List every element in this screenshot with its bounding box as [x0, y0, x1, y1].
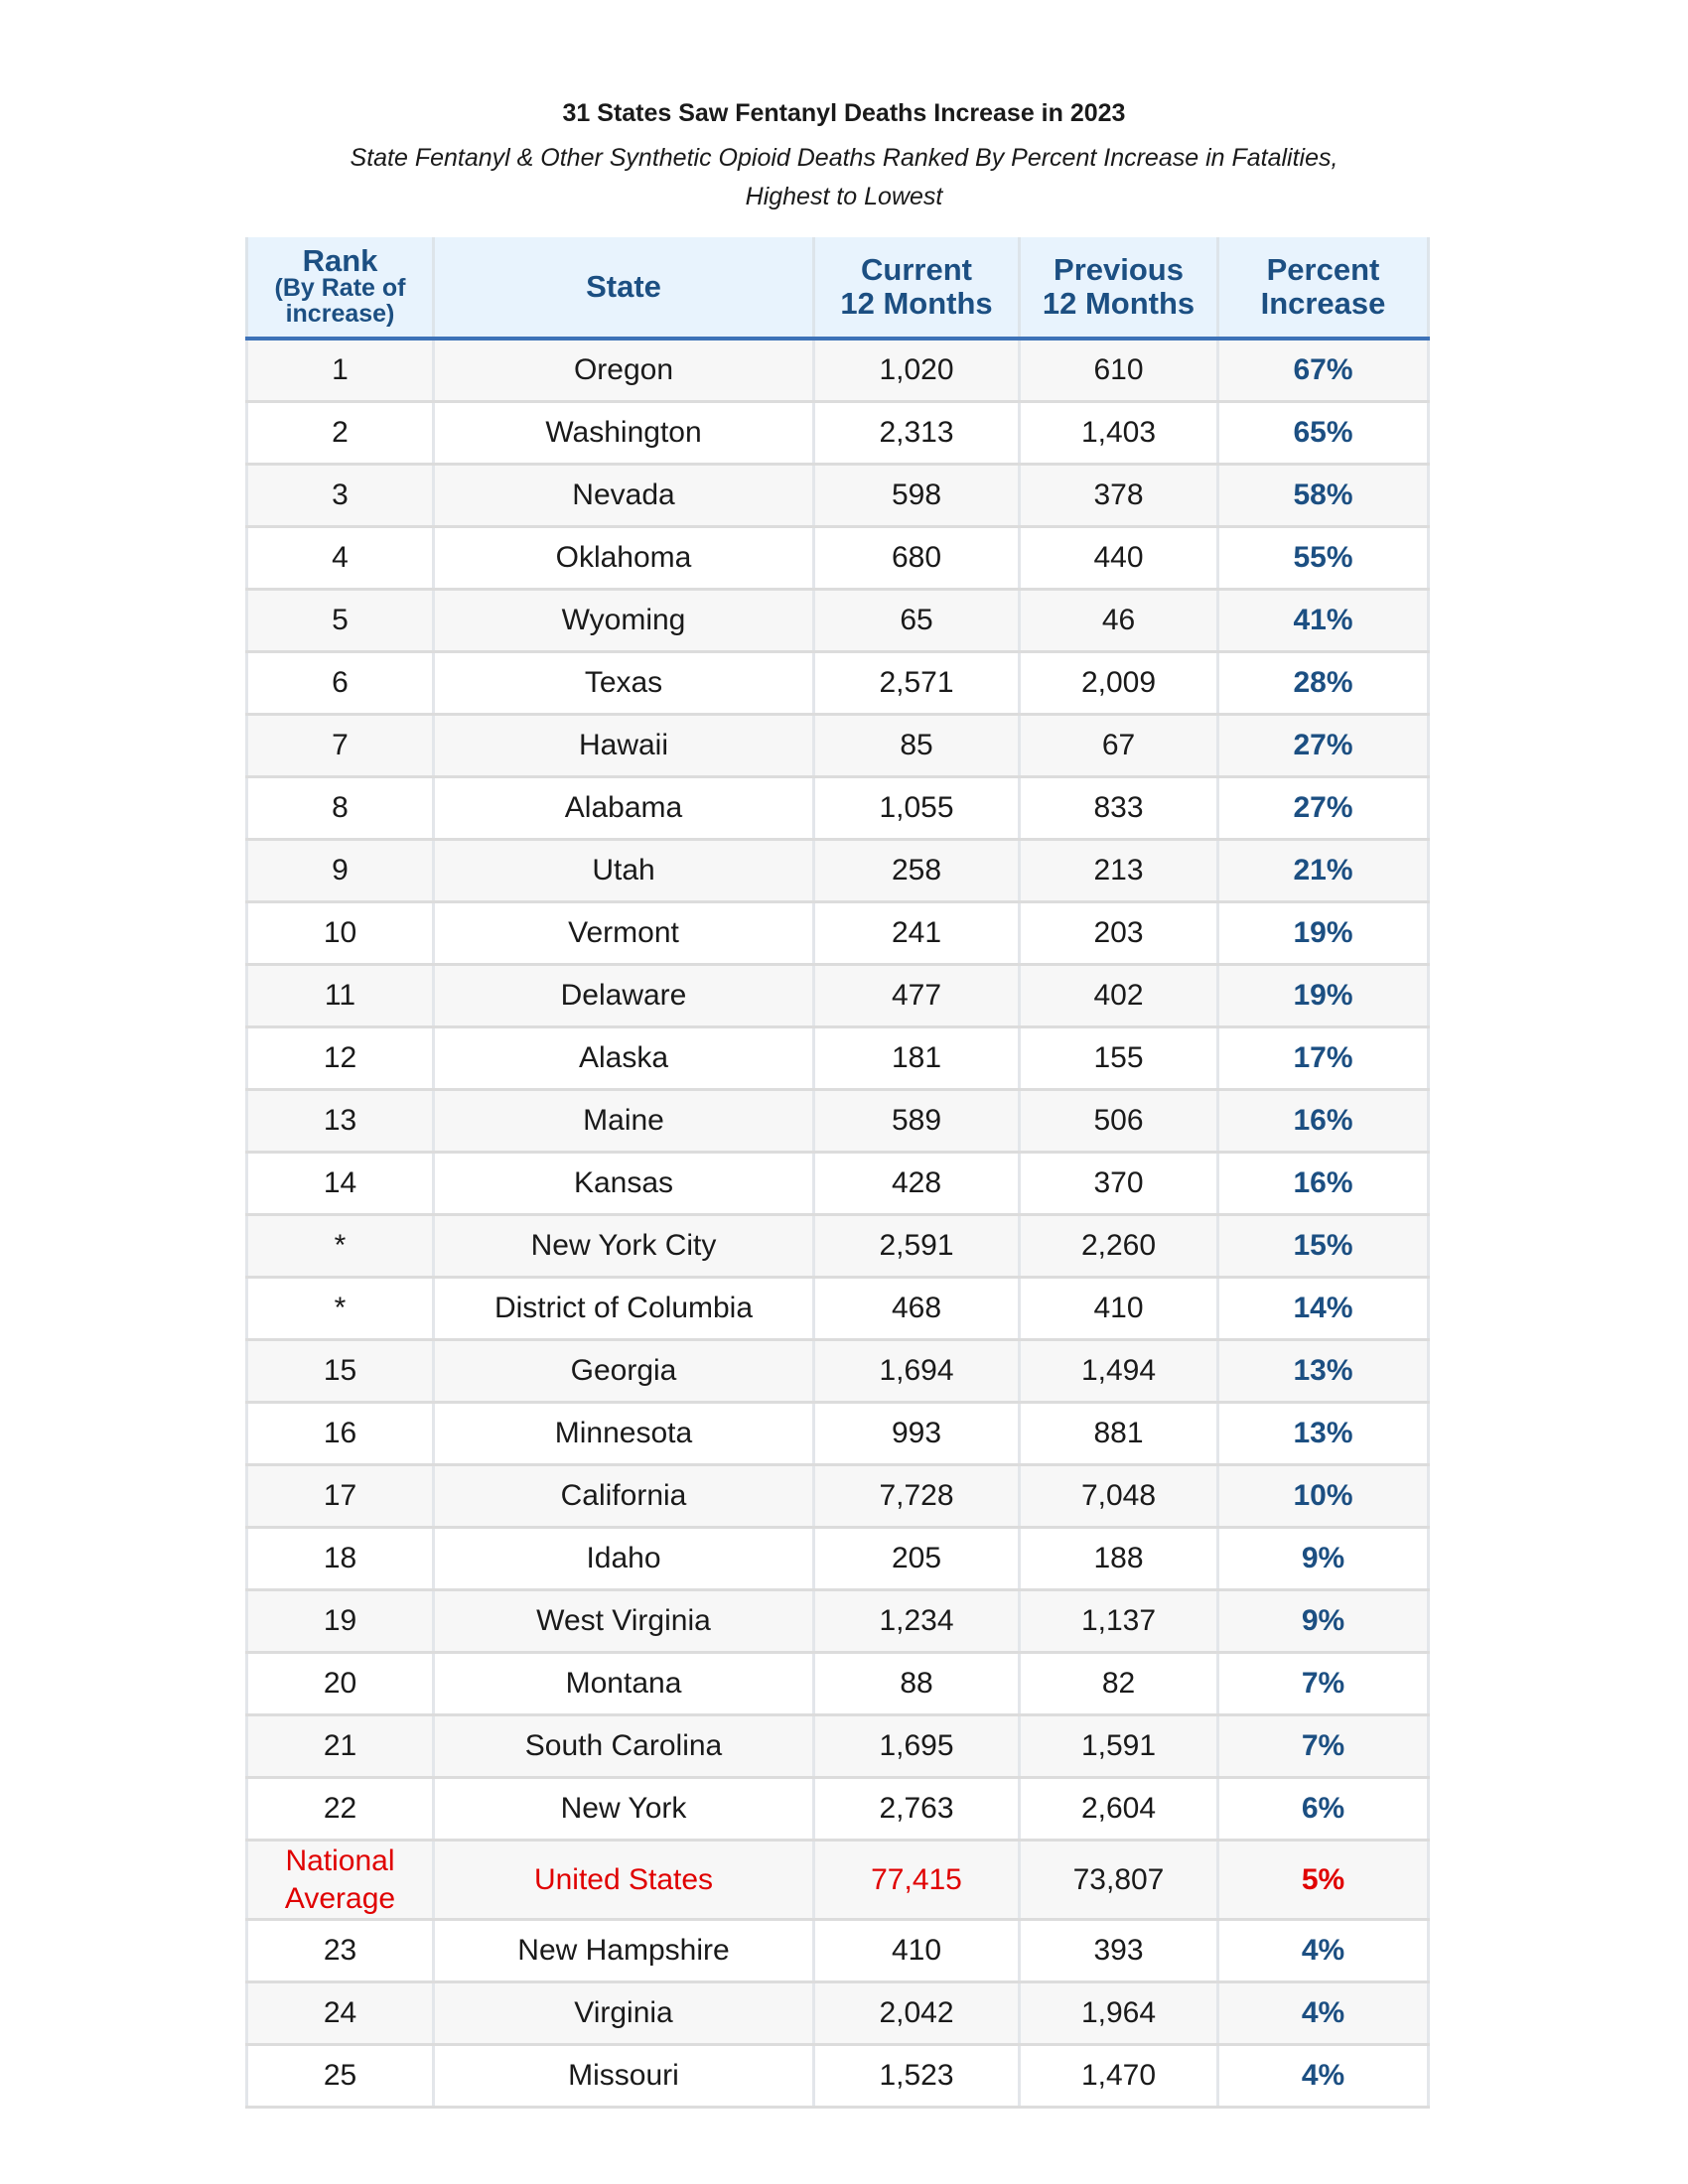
- header-percent-line1: Percent: [1266, 252, 1380, 287]
- table-row: [247, 1153, 1429, 1215]
- current-cell: 2,313: [814, 402, 1020, 465]
- header-percent: [1218, 237, 1429, 339]
- rank-cell: 3: [247, 465, 434, 527]
- previous-cell: 188: [1020, 1528, 1218, 1590]
- header-rank-sub2: increase): [285, 300, 395, 328]
- current-cell: 65: [814, 590, 1020, 652]
- table-row: [247, 402, 1429, 465]
- rank-cell: 17: [247, 1465, 434, 1528]
- percent-cell: 14%: [1218, 1278, 1429, 1340]
- state-cell: Maine: [434, 1090, 814, 1153]
- state-cell: United States: [434, 1841, 814, 1920]
- previous-cell: 393: [1020, 1920, 1218, 1982]
- current-cell: 993: [814, 1403, 1020, 1465]
- previous-cell: 370: [1020, 1153, 1218, 1215]
- table-row: [247, 840, 1429, 902]
- state-cell: Virginia: [434, 1982, 814, 2045]
- previous-cell: 2,604: [1020, 1778, 1218, 1841]
- previous-cell: 1,964: [1020, 1982, 1218, 2045]
- rank-cell: 6: [247, 652, 434, 715]
- current-cell: 589: [814, 1090, 1020, 1153]
- table-row: [247, 339, 1429, 402]
- state-cell: Washington: [434, 402, 814, 465]
- rank-cell: 21: [247, 1715, 434, 1778]
- table-row: [247, 1027, 1429, 1090]
- table-row: [247, 1465, 1429, 1528]
- state-cell: Alabama: [434, 777, 814, 840]
- percent-cell: 19%: [1218, 965, 1429, 1027]
- previous-cell: 203: [1020, 902, 1218, 965]
- percent-cell: 17%: [1218, 1027, 1429, 1090]
- state-cell: New Hampshire: [434, 1920, 814, 1982]
- previous-cell: 2,009: [1020, 652, 1218, 715]
- percent-cell: 16%: [1218, 1090, 1429, 1153]
- previous-cell: 378: [1020, 465, 1218, 527]
- rank-cell: 12: [247, 1027, 434, 1090]
- percent-cell: 4%: [1218, 1982, 1429, 2045]
- table-row: [247, 902, 1429, 965]
- state-cell: New York City: [434, 1215, 814, 1278]
- current-cell: 205: [814, 1528, 1020, 1590]
- previous-cell: 506: [1020, 1090, 1218, 1153]
- state-cell: West Virginia: [434, 1590, 814, 1653]
- current-cell: 2,571: [814, 652, 1020, 715]
- state-cell: Vermont: [434, 902, 814, 965]
- previous-cell: 1,591: [1020, 1715, 1218, 1778]
- current-cell: 181: [814, 1027, 1020, 1090]
- table-row: [247, 1215, 1429, 1278]
- rank-cell: 8: [247, 777, 434, 840]
- table-row: [247, 465, 1429, 527]
- table-row: [247, 1715, 1429, 1778]
- rank-cell: 23: [247, 1920, 434, 1982]
- current-cell: 1,055: [814, 777, 1020, 840]
- table-row: [247, 1403, 1429, 1465]
- table-row: [247, 1982, 1429, 2045]
- table-row: [247, 1340, 1429, 1403]
- previous-cell: 1,403: [1020, 402, 1218, 465]
- current-cell: 1,234: [814, 1590, 1020, 1653]
- percent-cell: 4%: [1218, 1920, 1429, 1982]
- state-cell: Montana: [434, 1653, 814, 1715]
- header-previous-line2: 12 Months: [1042, 286, 1196, 321]
- percent-cell: 13%: [1218, 1403, 1429, 1465]
- table-row: [247, 652, 1429, 715]
- previous-cell: 833: [1020, 777, 1218, 840]
- rank-cell: 11: [247, 965, 434, 1027]
- state-cell: District of Columbia: [434, 1278, 814, 1340]
- table-row: [247, 777, 1429, 840]
- current-cell: 598: [814, 465, 1020, 527]
- state-cell: Texas: [434, 652, 814, 715]
- table-row: [247, 1528, 1429, 1590]
- table-header-row: [247, 237, 1429, 339]
- header-current: [814, 237, 1020, 339]
- rank-cell: 7: [247, 715, 434, 777]
- table-row: [247, 590, 1429, 652]
- table-row: [247, 1278, 1429, 1340]
- previous-cell: 82: [1020, 1653, 1218, 1715]
- current-cell: 477: [814, 965, 1020, 1027]
- table-row: [247, 2045, 1429, 2108]
- table-row: [247, 1778, 1429, 1841]
- percent-cell: 28%: [1218, 652, 1429, 715]
- state-cell: Georgia: [434, 1340, 814, 1403]
- state-cell: Alaska: [434, 1027, 814, 1090]
- percent-cell: 27%: [1218, 715, 1429, 777]
- previous-cell: 402: [1020, 965, 1218, 1027]
- percent-cell: 9%: [1218, 1528, 1429, 1590]
- rank-cell: 9: [247, 840, 434, 902]
- page-title: 31 States Saw Fentanyl Deaths Increase in 2023: [562, 99, 1126, 127]
- percent-cell: 7%: [1218, 1653, 1429, 1715]
- header-current-line1: Current: [861, 252, 972, 287]
- rank-cell: 10: [247, 902, 434, 965]
- current-cell: 85: [814, 715, 1020, 777]
- percent-cell: 7%: [1218, 1715, 1429, 1778]
- previous-cell: 155: [1020, 1027, 1218, 1090]
- rank-cell: 4: [247, 527, 434, 590]
- rank-cell: *: [247, 1215, 434, 1278]
- previous-cell: 1,494: [1020, 1340, 1218, 1403]
- rank-cell: 13: [247, 1090, 434, 1153]
- current-cell: 1,695: [814, 1715, 1020, 1778]
- percent-cell: 58%: [1218, 465, 1429, 527]
- previous-cell: 1,470: [1020, 2045, 1218, 2108]
- header-rank-label: Rank: [302, 243, 378, 278]
- header-previous-line1: Previous: [1054, 252, 1184, 287]
- current-cell: 2,591: [814, 1215, 1020, 1278]
- state-cell: Idaho: [434, 1528, 814, 1590]
- rank-cell: 18: [247, 1528, 434, 1590]
- state-cell: Oklahoma: [434, 527, 814, 590]
- state-cell: Delaware: [434, 965, 814, 1027]
- rank-cell: 20: [247, 1653, 434, 1715]
- percent-cell: 4%: [1218, 2045, 1429, 2108]
- state-cell: Hawaii: [434, 715, 814, 777]
- rank-cell: 16: [247, 1403, 434, 1465]
- rank-cell: 24: [247, 1982, 434, 2045]
- current-cell: 7,728: [814, 1465, 1020, 1528]
- percent-cell: 9%: [1218, 1590, 1429, 1653]
- previous-cell: 410: [1020, 1278, 1218, 1340]
- state-cell: South Carolina: [434, 1715, 814, 1778]
- percent-cell: 15%: [1218, 1215, 1429, 1278]
- previous-cell: 1,137: [1020, 1590, 1218, 1653]
- previous-cell: 440: [1020, 527, 1218, 590]
- previous-cell: 610: [1020, 339, 1218, 402]
- previous-cell: 67: [1020, 715, 1218, 777]
- state-cell: Missouri: [434, 2045, 814, 2108]
- rank-cell: 1: [247, 339, 434, 402]
- percent-cell: 55%: [1218, 527, 1429, 590]
- header-state: State: [434, 237, 814, 339]
- state-cell: California: [434, 1465, 814, 1528]
- rank-cell: National Average: [247, 1841, 434, 1920]
- current-cell: 2,763: [814, 1778, 1020, 1841]
- state-cell: Minnesota: [434, 1403, 814, 1465]
- previous-cell: 73,807: [1020, 1841, 1218, 1920]
- table-row: [247, 527, 1429, 590]
- percent-cell: 67%: [1218, 339, 1429, 402]
- state-cell: Oregon: [434, 339, 814, 402]
- header-current-line2: 12 Months: [840, 286, 993, 321]
- table-row: [247, 715, 1429, 777]
- rank-cell: 14: [247, 1153, 434, 1215]
- rank-cell: 22: [247, 1778, 434, 1841]
- table-row: [247, 965, 1429, 1027]
- state-cell: Wyoming: [434, 590, 814, 652]
- current-cell: 410: [814, 1920, 1020, 1982]
- current-cell: 1,523: [814, 2045, 1020, 2108]
- rank-cell: 19: [247, 1590, 434, 1653]
- header-previous: [1020, 237, 1218, 339]
- previous-cell: 2,260: [1020, 1215, 1218, 1278]
- percent-cell: 21%: [1218, 840, 1429, 902]
- state-cell: Nevada: [434, 465, 814, 527]
- national-average-row: [247, 1841, 1429, 1920]
- previous-cell: 46: [1020, 590, 1218, 652]
- state-cell: Utah: [434, 840, 814, 902]
- fentanyl-deaths-table: [245, 237, 1430, 2109]
- current-cell: 680: [814, 527, 1020, 590]
- percent-cell: 41%: [1218, 590, 1429, 652]
- header-rank: [247, 237, 434, 339]
- current-cell: 428: [814, 1153, 1020, 1215]
- rank-cell: 2: [247, 402, 434, 465]
- current-cell: 1,694: [814, 1340, 1020, 1403]
- current-cell: 77,415: [814, 1841, 1020, 1920]
- header-percent-line2: Increase: [1260, 286, 1386, 321]
- current-cell: 241: [814, 902, 1020, 965]
- percent-cell: 13%: [1218, 1340, 1429, 1403]
- page-subtitle: [0, 139, 1688, 216]
- rank-cell: *: [247, 1278, 434, 1340]
- table-row: [247, 1920, 1429, 1982]
- percent-cell: 16%: [1218, 1153, 1429, 1215]
- percent-cell: 5%: [1218, 1841, 1429, 1920]
- current-cell: 258: [814, 840, 1020, 902]
- state-cell: Kansas: [434, 1153, 814, 1215]
- percent-cell: 19%: [1218, 902, 1429, 965]
- percent-cell: 65%: [1218, 402, 1429, 465]
- rank-cell: 5: [247, 590, 434, 652]
- previous-cell: 7,048: [1020, 1465, 1218, 1528]
- subtitle-line-2: Highest to Lowest: [745, 183, 943, 210]
- previous-cell: 213: [1020, 840, 1218, 902]
- percent-cell: 10%: [1218, 1465, 1429, 1528]
- table-row: [247, 1090, 1429, 1153]
- subtitle-line-1: State Fentanyl & Other Synthetic Opioid Deaths Ranked By Percent Increase in Fatalities,: [350, 144, 1338, 172]
- table-row: [247, 1653, 1429, 1715]
- table-row: [247, 1590, 1429, 1653]
- header-rank-sub1: (By Rate of: [274, 274, 406, 302]
- current-cell: 468: [814, 1278, 1020, 1340]
- state-cell: New York: [434, 1778, 814, 1841]
- previous-cell: 881: [1020, 1403, 1218, 1465]
- percent-cell: 6%: [1218, 1778, 1429, 1841]
- rank-cell: 15: [247, 1340, 434, 1403]
- current-cell: 88: [814, 1653, 1020, 1715]
- rank-cell: 25: [247, 2045, 434, 2108]
- current-cell: 1,020: [814, 339, 1020, 402]
- percent-cell: 27%: [1218, 777, 1429, 840]
- current-cell: 2,042: [814, 1982, 1020, 2045]
